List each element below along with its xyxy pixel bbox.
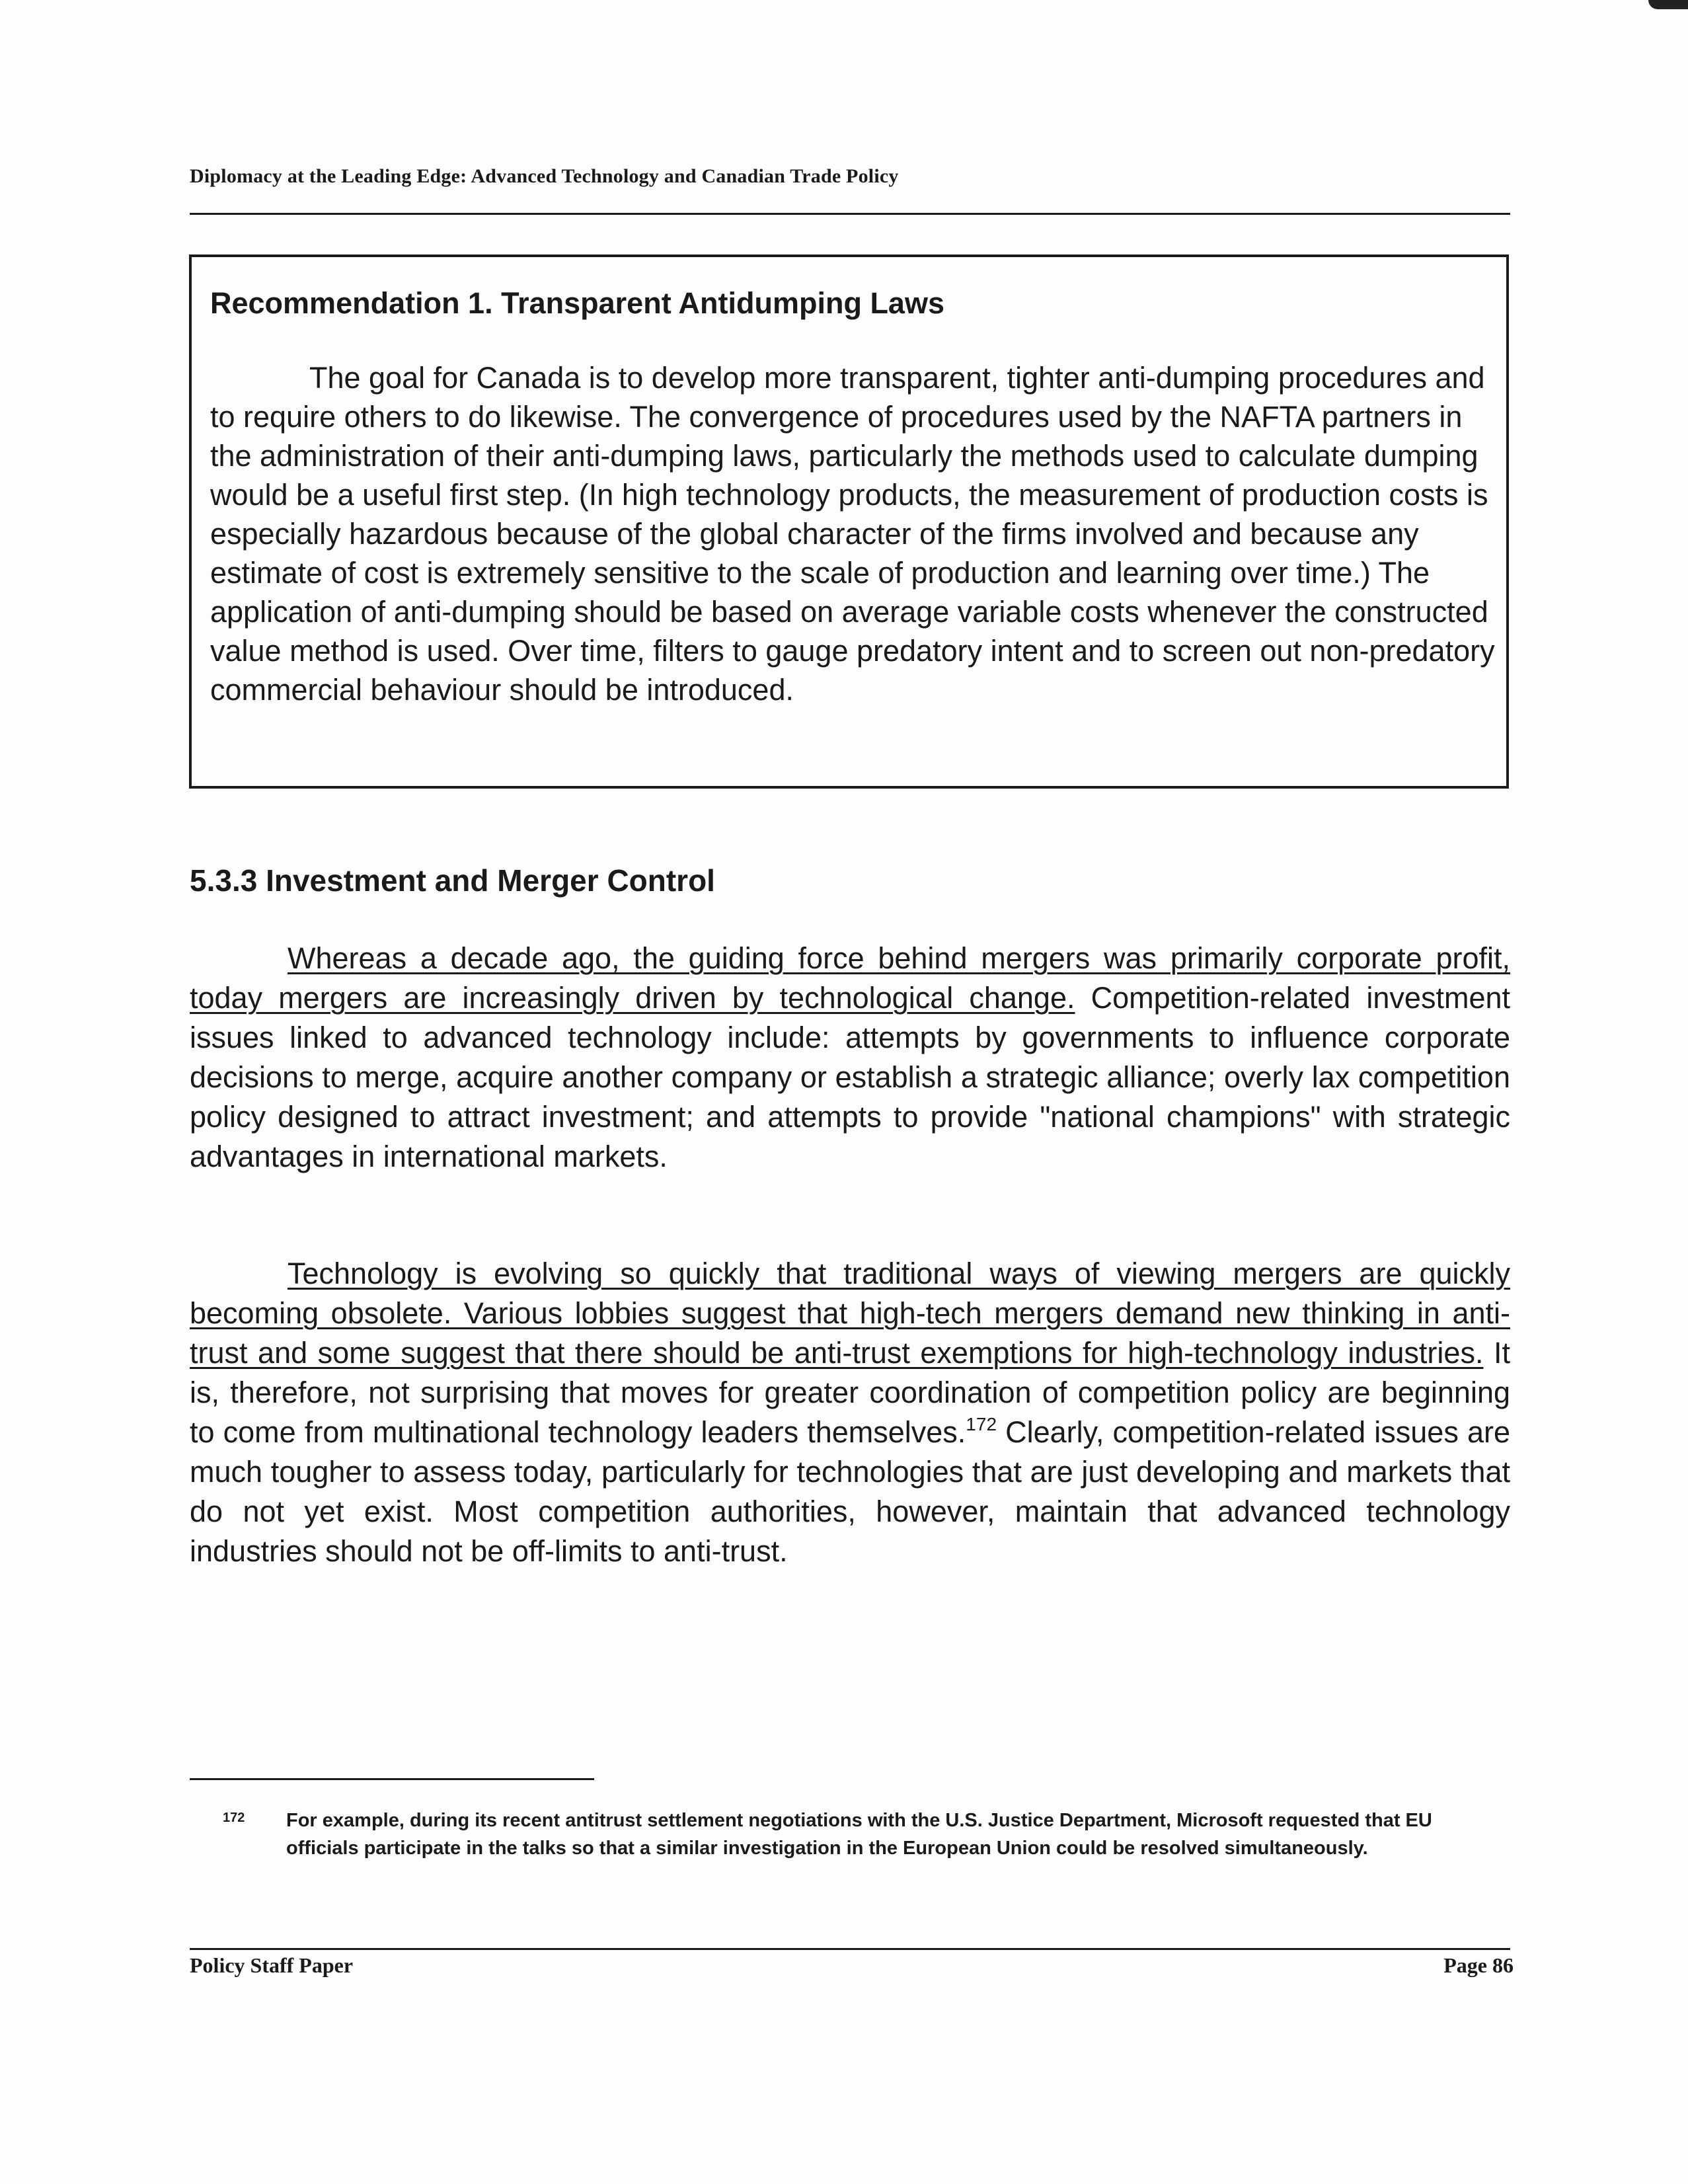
footnote-reference: 172 xyxy=(966,1414,997,1434)
running-header: Diplomacy at the Leading Edge: Advanced Technology and Canadian Trade Policy xyxy=(190,165,899,187)
section-heading: 5.3.3 Investment and Merger Control xyxy=(190,863,715,898)
paragraph-text: Competition-related investment issues linked to advanced technology include: attempts by governments to influence corporate decisions to merge, acquire another company or establish a strategic alliance; overly lax competition policy designed to attract investment; and attempts to provide "national champions" with strategic advantages in international markets. xyxy=(190,981,1511,1173)
paragraph-text: It is, therefore, not surprising that moves for greater coordination of competition policy are beginning to come from multinational technology leaders themselves. xyxy=(190,1336,1510,1449)
recommendation-box xyxy=(189,254,1509,789)
footnote-rule xyxy=(190,1778,594,1780)
footnote-number: 172 xyxy=(223,1811,245,1825)
paragraph-technology-evolving xyxy=(190,1254,1510,1571)
footer-rule xyxy=(190,1948,1510,1950)
paragraph-text: Clearly, competition-related issues are much tougher to assess today, particularly for technologies that are just developing and markets that do not yet exist. Most competition authorities, however, maintain that advanced technology industries should not be off-limits to anti-trust. xyxy=(190,1415,1510,1568)
footnote xyxy=(190,1807,1485,1862)
header-rule xyxy=(190,213,1510,215)
footer-label: Policy Staff Paper xyxy=(190,1953,354,1977)
underlined-text: Whereas a decade ago, the guiding force behind mergers was primarily corporate profit, today mergers are increasingly driven by technological change. xyxy=(190,941,1510,1015)
recommendation-title: Recommendation 1. Transparent Antidumping Laws xyxy=(210,286,944,320)
paragraph-merger-drivers xyxy=(190,939,1510,1177)
page-number: Page 86 xyxy=(1443,1953,1514,1977)
underlined-text: Technology is evolving so quickly that traditional ways of viewing mergers are quickly becoming obsolete. Various lobbies suggest that high-tech mergers demand new thinking in anti-trust and some suggest that there should be anti-trust exemptions for high-technology industries. xyxy=(190,1257,1510,1370)
scan-edge-shadow xyxy=(1648,0,1688,9)
recommendation-body: The goal for Canada is to develop more transparent, tighter anti-dumping procedures and to require others to do likewise. The convergence of procedures used by the NAFTA partners in the administration of their anti-dumping laws, particularly the methods used to calculate dumping would be a useful first step. (In high technology products, the measurement of production costs is especially hazardous because of the global character of the firms involved and because any estimate of cost is extremely sensitive to the scale of production and learning over time.) The application of anti-dumping should be based on average variable costs whenever the constructed value method is used. Over time, filters to gauge predatory intent and to screen out non-predatory commercial behaviour should be introduced. xyxy=(210,361,1495,707)
footnote-text: For example, during its recent antitrust settlement negotiations with the U.S. Justice Department, Microsoft requested that EU officials participate in the talks so that a similar investigation in the European Union could be resolved simultaneously. xyxy=(286,1810,1432,1859)
